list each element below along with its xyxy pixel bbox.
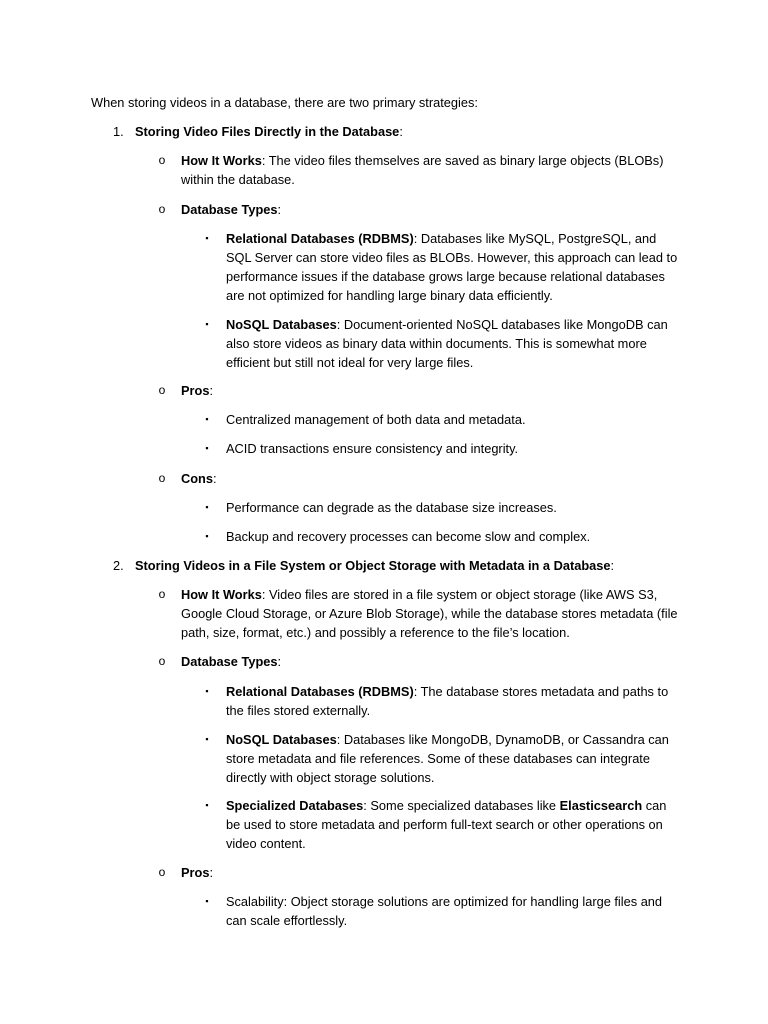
square-bullet-icon: ▪	[205, 319, 209, 329]
intro-paragraph: When storing videos in a database, there are two primary strategies:	[91, 95, 478, 110]
section-1-heading	[135, 122, 735, 141]
s2-how-text: : Video files are stored in a file system or object storage (like AWS S3, Google Cloud Storage, or Azure Blob Storage), while the database stores metadata (file path, size, format, etc.) and possibly a reference to the file’s location.	[181, 587, 678, 640]
s1-con-item: Backup and recovery processes can become slow and complex.	[226, 529, 591, 544]
s2-nosql-label: NoSQL Databases	[226, 732, 337, 747]
s2-rdbms-label: Relational Databases (RDBMS)	[226, 684, 414, 699]
s1-nosql-label: NoSQL Databases	[226, 317, 337, 332]
circle-bullet-icon: o	[158, 383, 166, 397]
colon: :	[277, 202, 282, 217]
s1-con-item: Performance can degrade as the database size increases.	[226, 500, 557, 515]
s2-pro-item: Scalability: Object storage solutions are optimized for handling large files and can scale effortlessly.	[226, 894, 663, 928]
s2-specialized-item	[226, 796, 681, 853]
colon: :	[213, 471, 217, 486]
circle-bullet-icon: o	[158, 202, 166, 216]
square-bullet-icon: ▪	[205, 531, 209, 541]
s1-how-it-works	[181, 151, 681, 189]
s1-cons-label: Cons	[181, 471, 213, 486]
circle-bullet-icon: o	[158, 865, 166, 879]
s2-types-label: Database Types	[181, 654, 278, 669]
square-bullet-icon: ▪	[205, 502, 209, 512]
s2-how-label: How It Works	[181, 587, 262, 602]
s1-pros	[181, 381, 681, 400]
section-2-heading	[135, 556, 735, 575]
section-1-number: 1.	[113, 124, 124, 139]
square-bullet-icon: ▪	[205, 896, 209, 906]
section-2-number: 2.	[113, 558, 124, 573]
s1-how-text: : The video files themselves are saved as binary large objects (BLOBs) within the database.	[181, 153, 664, 187]
circle-bullet-icon: o	[158, 153, 166, 167]
circle-bullet-icon: o	[158, 471, 166, 485]
s1-how-label: How It Works	[181, 153, 262, 168]
s1-database-types	[181, 200, 681, 219]
colon: :	[209, 383, 214, 398]
s1-rdbms-text: : Databases like MySQL, PostgreSQL, and SQL Server can store video files as BLOBs. However, this approach can lead to performance issues if the database grows large because relational databases are not optimized for handling large binary data efficiently.	[226, 231, 678, 303]
s2-spec-text-a: : Some specialized databases like	[363, 798, 560, 813]
colon: :	[399, 124, 403, 139]
s2-spec-text-b: can be used to store metadata and perform full-text search or other operations on video content.	[226, 798, 667, 851]
s2-spec-label: Specialized Databases	[226, 798, 364, 813]
s2-pros	[181, 863, 681, 882]
s2-how-it-works	[181, 585, 681, 642]
s1-nosql-item	[226, 315, 681, 372]
square-bullet-icon: ▪	[205, 443, 209, 453]
square-bullet-icon: ▪	[205, 686, 209, 696]
s1-pros-label: Pros	[181, 383, 210, 398]
s2-nosql-text: : Databases like MongoDB, DynamoDB, or Cassandra can store metadata and file references. Some of these databases can integrate directly with object storage solutions.	[226, 732, 669, 785]
s2-pros-label: Pros	[181, 865, 210, 880]
circle-bullet-icon: o	[158, 654, 166, 668]
s2-rdbms-item	[226, 682, 681, 720]
square-bullet-icon: ▪	[205, 734, 209, 744]
s2-spec-bold: Elasticsearch	[559, 798, 643, 813]
s1-pro-item: ACID transactions ensure consistency and integrity.	[226, 441, 519, 456]
s2-nosql-item	[226, 730, 681, 787]
square-bullet-icon: ▪	[205, 800, 209, 810]
colon: :	[277, 654, 282, 669]
s2-rdbms-text: : The database stores metadata and paths to the files stored externally.	[226, 684, 669, 718]
s1-rdbms-label: Relational Databases (RDBMS)	[226, 231, 414, 246]
square-bullet-icon: ▪	[205, 233, 209, 243]
square-bullet-icon: ▪	[205, 414, 209, 424]
circle-bullet-icon: o	[158, 587, 166, 601]
section-2-title: Storing Videos in a File System or Object Storage with Metadata in a Database	[135, 558, 611, 573]
section-1-title: Storing Video Files Directly in the Database	[135, 124, 400, 139]
colon: :	[610, 558, 615, 573]
s2-database-types	[181, 652, 681, 671]
s1-types-label: Database Types	[181, 202, 278, 217]
s1-cons	[181, 469, 681, 488]
s1-pro-item: Centralized management of both data and metadata.	[226, 412, 526, 427]
s1-nosql-text: : Document-oriented NoSQL databases like MongoDB can also store videos as binary data within documents. This is somewhat more efficient but still not ideal for very large files.	[226, 317, 668, 370]
colon: :	[209, 865, 214, 880]
s1-rdbms-item	[226, 229, 681, 305]
